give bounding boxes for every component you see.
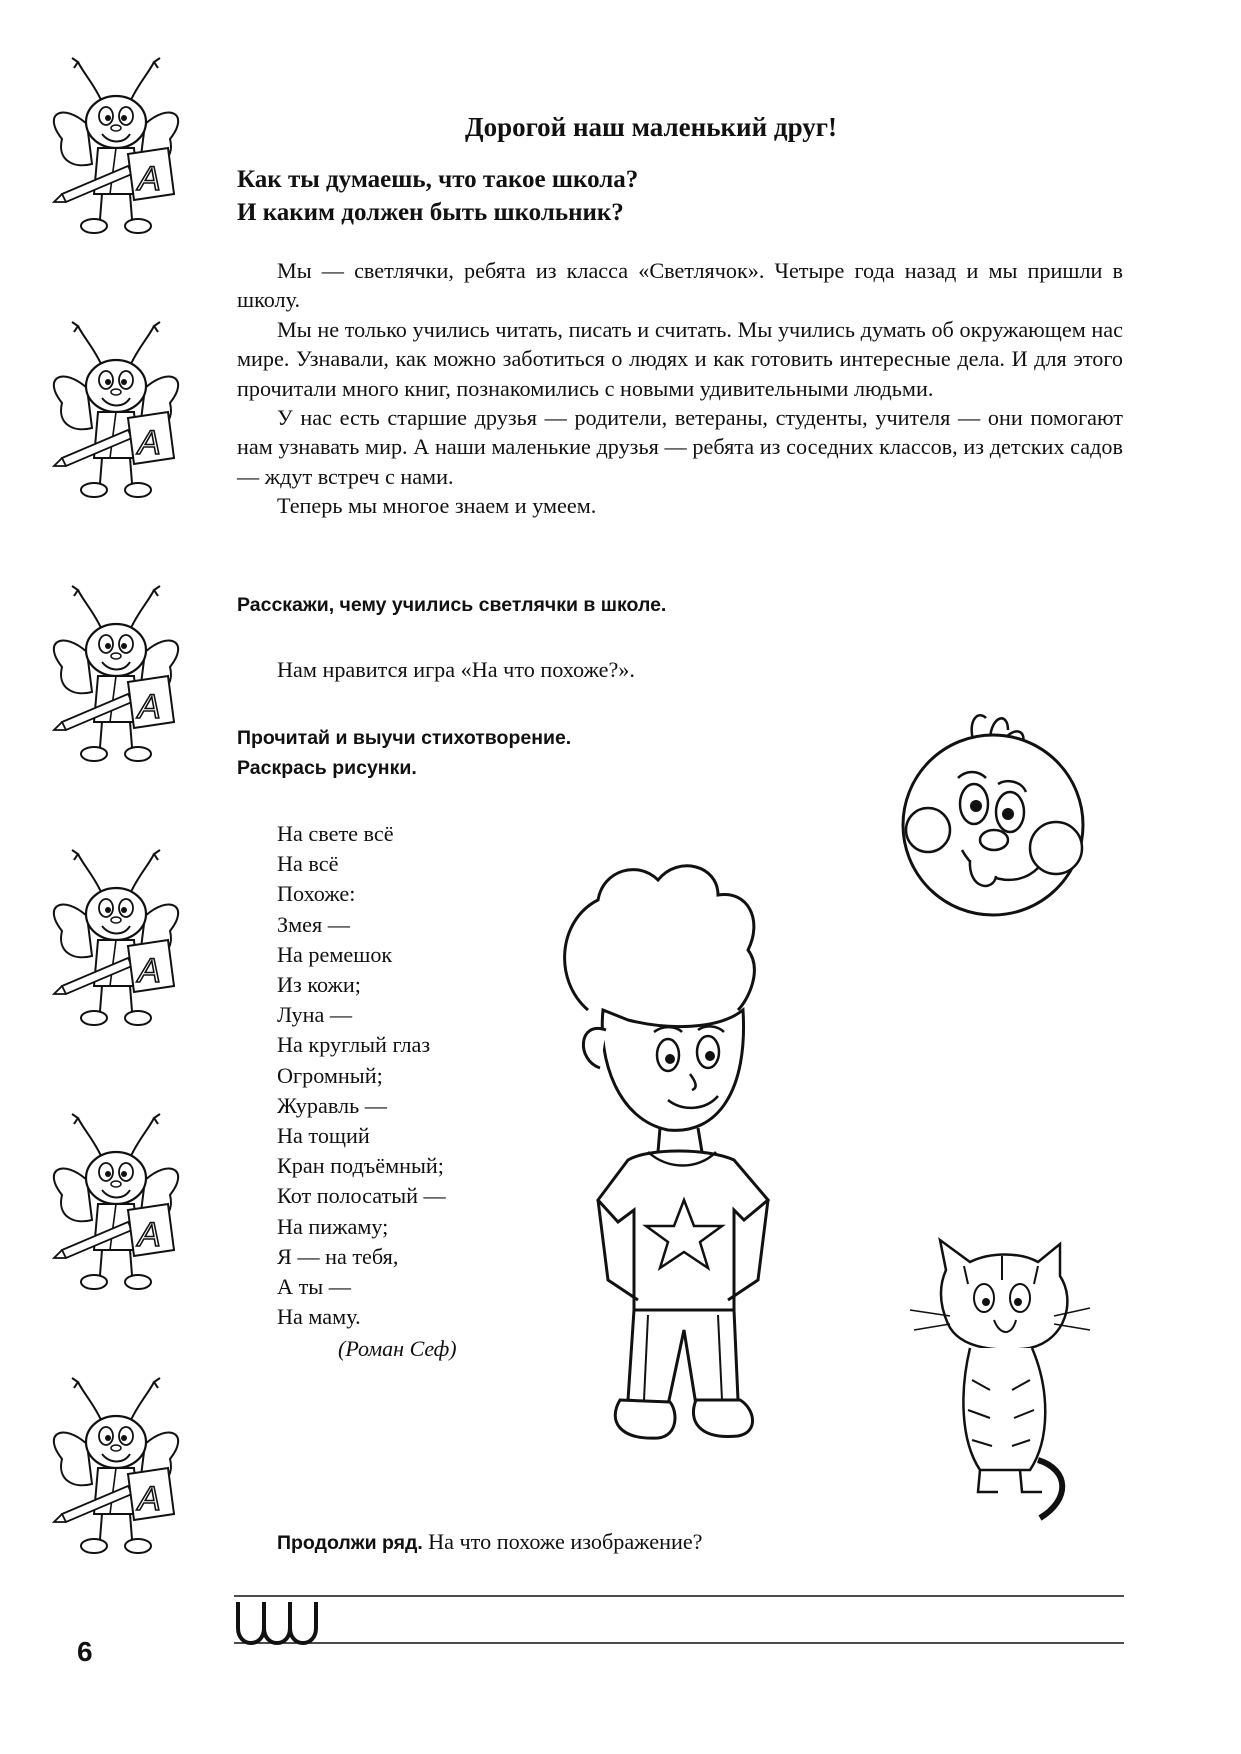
poem-line: На пижаму;: [277, 1213, 389, 1239]
game-line: Нам нравится игра «На что похоже?».: [277, 657, 635, 682]
poem-line: Похоже:: [277, 881, 356, 907]
poem-line: Луна —: [277, 1002, 353, 1028]
poem-line: Кот полосатый —: [277, 1183, 446, 1209]
task-label: Продолжи ряд.: [277, 1532, 423, 1554]
poem-line: Змея —: [277, 911, 350, 937]
paragraph: Теперь мы многое знаем и умеем.: [277, 493, 597, 519]
firefly-mascot-illustration: [32, 1100, 200, 1300]
intro-text: [237, 256, 1123, 521]
task-instruction: Расскажи, чему учились светлячки в школе.: [237, 594, 667, 616]
wave-pattern: [238, 1602, 316, 1643]
poem-line: Я — на тебя,: [277, 1243, 399, 1269]
poem-line: Кран подъёмный;: [277, 1153, 444, 1179]
paragraph: У нас есть старшие друзья — родители, ветераны, студенты, учителя — они помогают нам узнавать мир. А наши маленькие друзья — ребята из соседних классов, из детских садов — ждут встреч с нами.: [237, 405, 1123, 489]
boy-illustration: [548, 860, 818, 1450]
task-instruction: Раскрась рисунки.: [237, 757, 417, 779]
poem-line: На маму.: [277, 1304, 361, 1330]
poem-line: На свете всё: [277, 821, 394, 846]
page-title: Дорогой наш маленький друг!: [465, 112, 837, 142]
poem-author: (Роман Сеф): [338, 1336, 457, 1361]
task-text: На что похоже изображение?: [428, 1529, 703, 1554]
poem-line: Из кожи;: [277, 972, 361, 998]
writing-lines[interactable]: [234, 1588, 1124, 1648]
poem-line: А ты —: [277, 1274, 351, 1300]
paragraph: Мы не только учились читать, писать и считать. Мы учились думать об окружающем нас мире. Узнавали, как можно заботиться о людях и как готовить интересные дела. И для этого прочитали много книг, познакомились с новыми удивительными людьми.: [237, 316, 1123, 401]
poem-line: На ремешок: [277, 941, 393, 967]
task-instruction: Прочитай и выучи стихотворение.: [237, 727, 572, 749]
question-line: Как ты думаешь, что такое школа?: [237, 166, 639, 193]
firefly-mascot-illustration: [32, 308, 200, 508]
page-number: 6: [77, 1636, 93, 1667]
cat-illustration: [920, 1240, 1090, 1520]
poem-line: На круглый глаз: [277, 1032, 431, 1058]
firefly-mascot-illustration: [32, 572, 200, 772]
firefly-mascot-illustration: [32, 1364, 200, 1564]
poem: [277, 819, 446, 1332]
question-heading: [237, 163, 1037, 229]
final-task: [277, 1529, 703, 1555]
paragraph: Мы — светлячки, ребята из класса «Светлячок». Четыре года назад и мы пришли в школу.: [237, 258, 1123, 313]
firefly-mascot-illustration: [32, 44, 200, 244]
poem-line: Огромный;: [277, 1062, 383, 1088]
poem-line: На тощий: [277, 1123, 370, 1149]
firefly-mascot-illustration: [32, 836, 200, 1036]
poem-line: На всё: [277, 851, 339, 877]
question-line: И каким должен быть школьник?: [237, 199, 624, 226]
moon-face-illustration: [898, 700, 1088, 920]
poem-line: Журавль —: [277, 1092, 387, 1118]
